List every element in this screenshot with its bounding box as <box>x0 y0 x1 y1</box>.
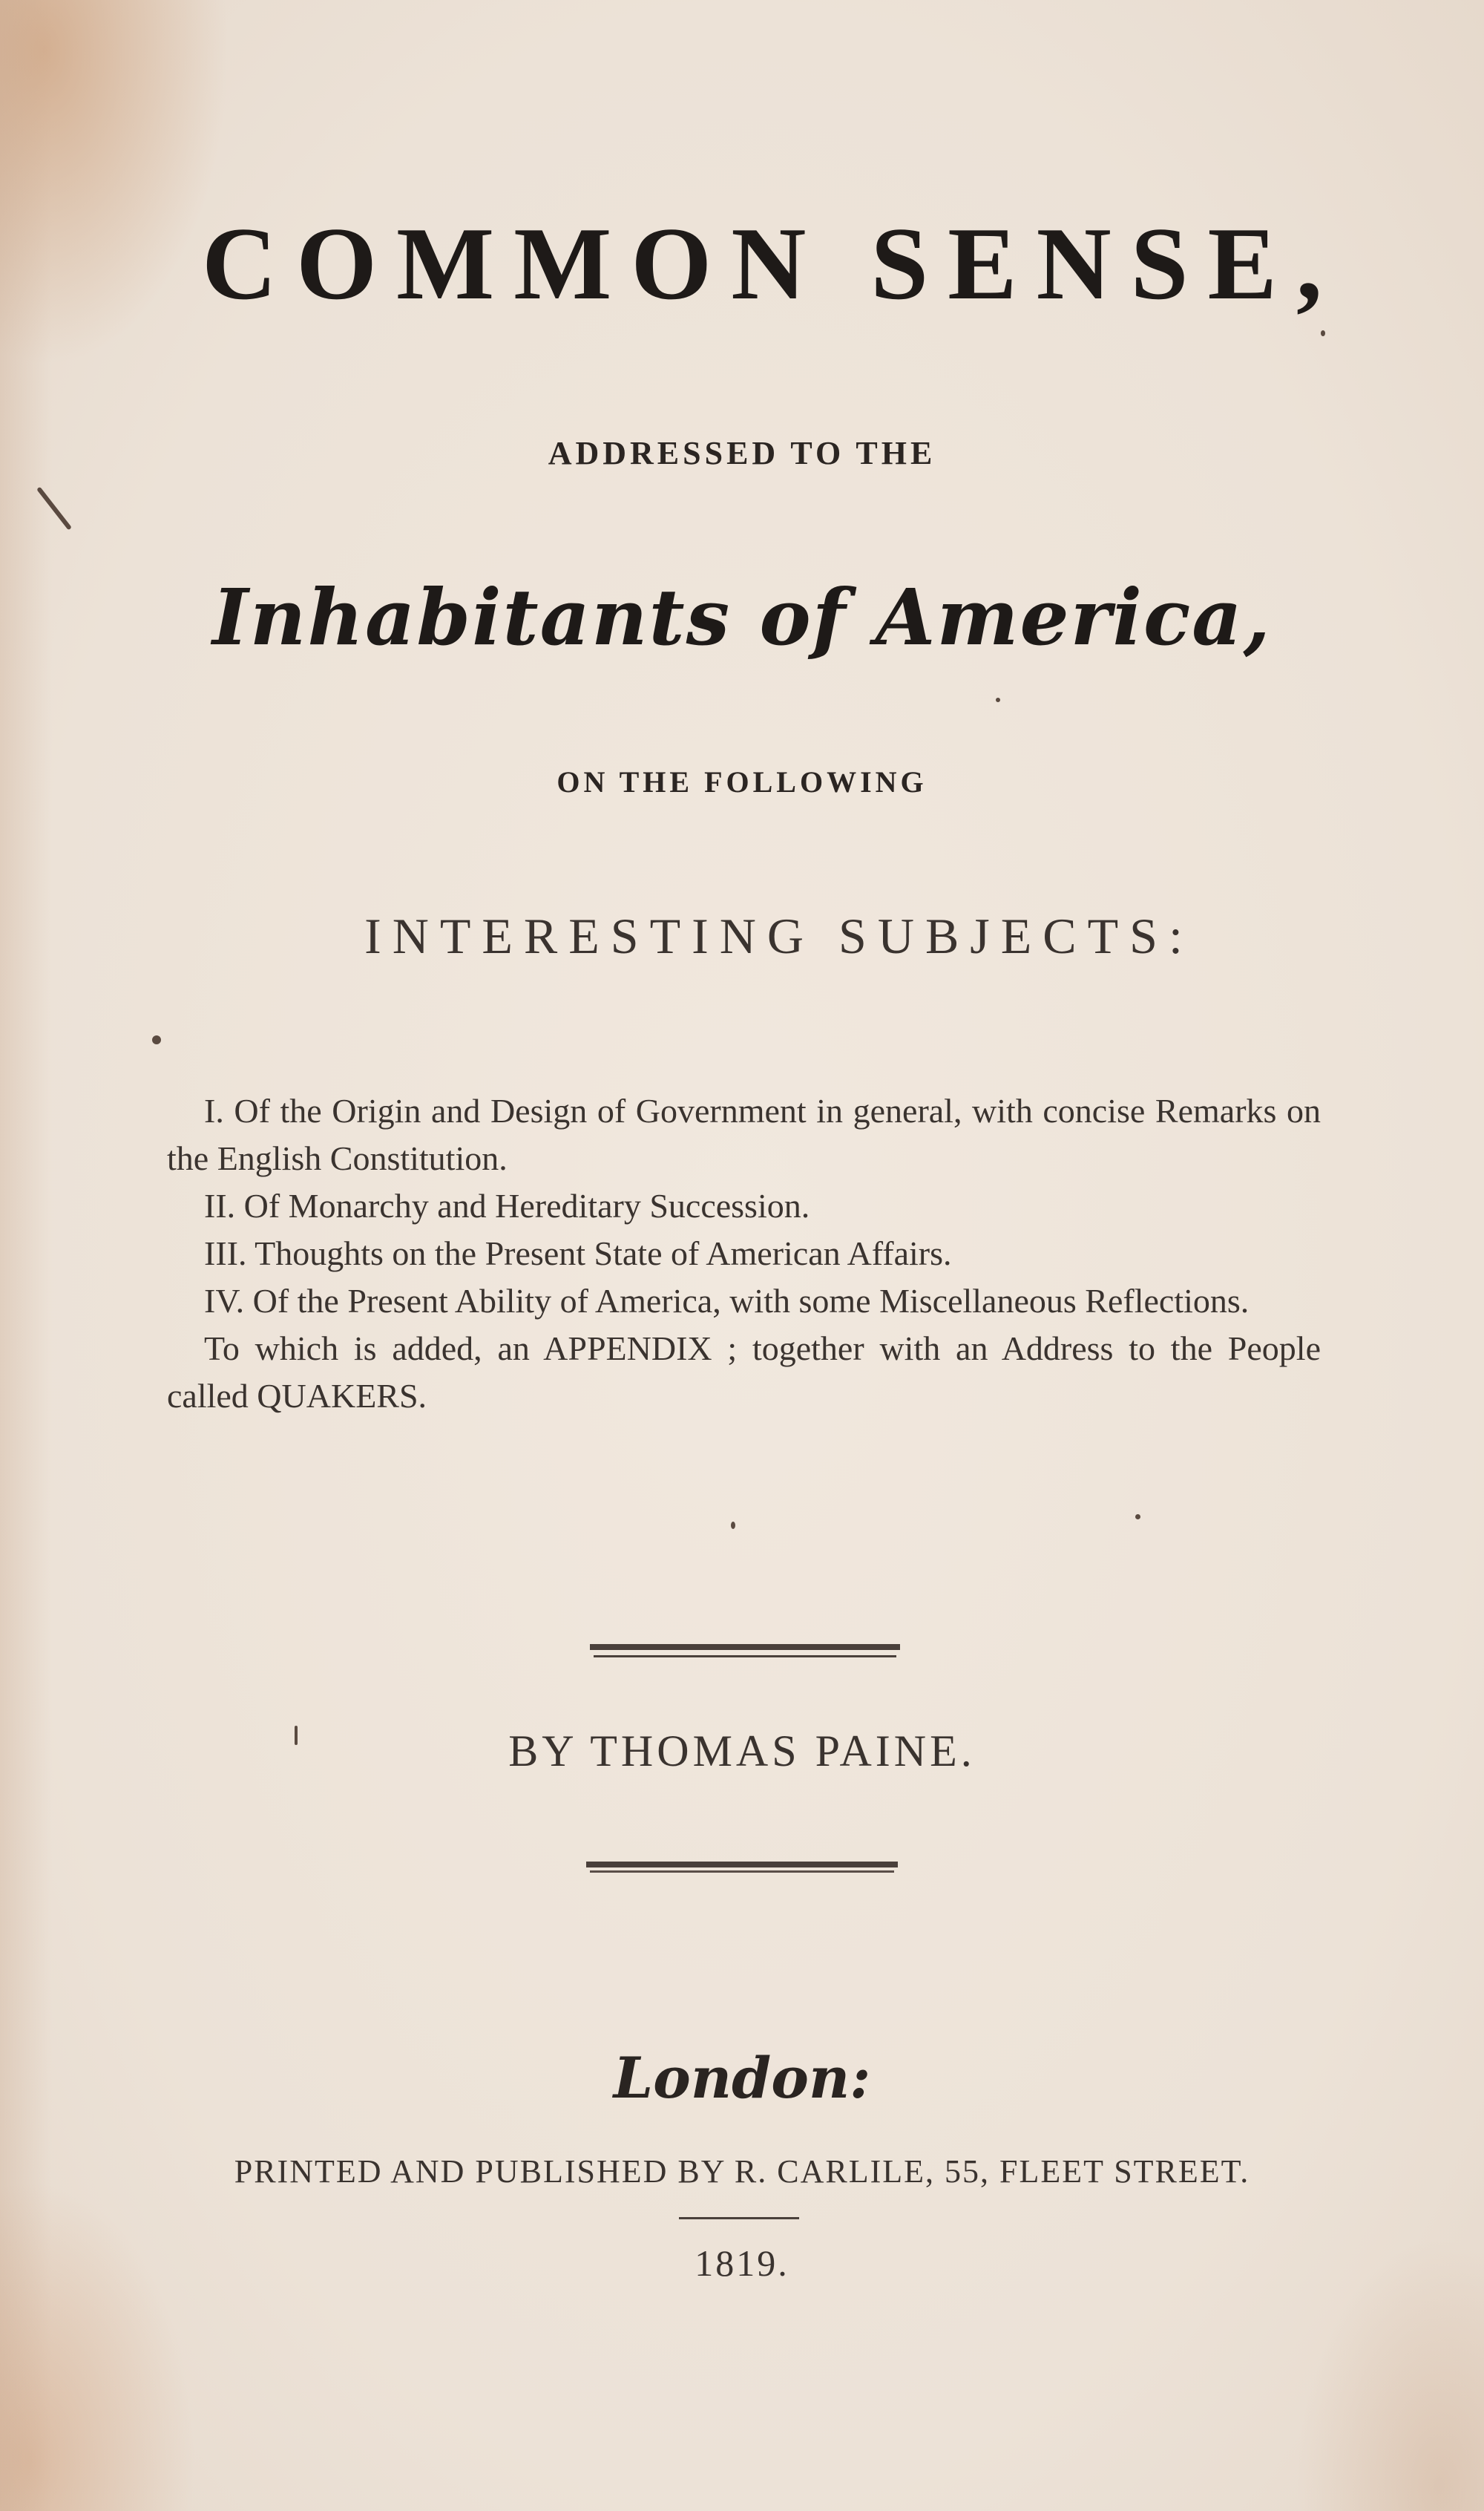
contents-item: I. Of the Origin and Design of Government in general, with concise Remarks on the English Constitution. <box>167 1092 1321 1177</box>
ink-speck <box>295 1726 298 1745</box>
contents-item: To which is added, an APPENDIX ; together with an Address to the People called QUAKERS. <box>167 1329 1321 1415</box>
ornamental-rule <box>590 1644 900 1650</box>
inhabitants-line: Inhabitants of America, <box>212 572 1272 663</box>
ink-speck <box>996 698 1000 702</box>
contents-item: III. Thoughts on the Present State of American Affairs. <box>204 1234 952 1272</box>
ink-speck <box>731 1522 735 1529</box>
ornamental-rule <box>594 1655 896 1657</box>
ink-speck <box>1135 1514 1140 1519</box>
book-title: COMMON SENSE, <box>202 206 1342 321</box>
contents-list <box>167 1087 1321 1420</box>
contents-item: IV. Of the Present Ability of America, with some Miscellaneous Reflections. <box>204 1282 1250 1320</box>
ink-speck <box>1321 330 1325 336</box>
author-line: BY THOMAS PAINE. <box>508 1726 976 1775</box>
ink-speck <box>152 1035 161 1044</box>
addressed-line: ADDRESSED TO THE <box>548 435 936 471</box>
page-edge-shadow <box>0 0 52 2511</box>
ornamental-rule <box>586 1862 898 1867</box>
publication-year: 1819. <box>695 2242 789 2284</box>
following-line: ON THE FOLLOWING <box>556 765 928 799</box>
ornamental-rule <box>590 1870 894 1873</box>
publisher-line: PRINTED AND PUBLISHED BY R. CARLILE, 55, FLEET STREET. <box>234 2153 1250 2190</box>
contents-item: II. Of Monarchy and Hereditary Succession. <box>204 1187 810 1225</box>
subjects-heading: INTERESTING SUBJECTS: <box>364 908 1194 964</box>
imprint-city: London: <box>613 2045 871 2111</box>
divider-rule <box>679 2217 799 2219</box>
